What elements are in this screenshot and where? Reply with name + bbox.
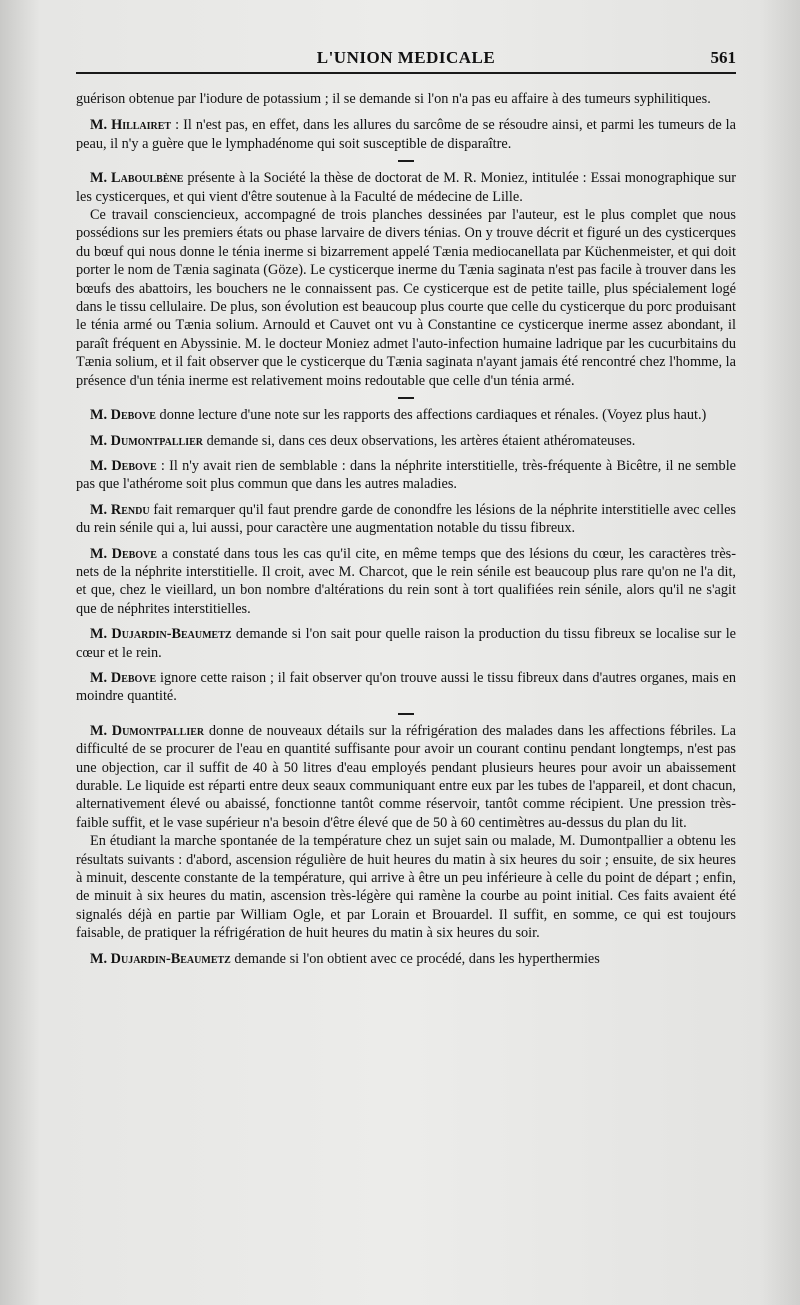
paragraph-debove-reply xyxy=(76,457,736,494)
paragraph-text: demande si l'on sait pour quelle raison la production du tissu fibreux se localise sur le cœur et le rein. xyxy=(76,626,736,661)
speaker-name: M. Debove xyxy=(90,669,157,686)
paragraph-text: demande si l'on obtient avec ce procédé, dans les hyperthermies xyxy=(230,950,600,967)
section-separator xyxy=(398,713,414,715)
speaker-name: M. Hillairet xyxy=(90,117,172,134)
paragraph-text: : Il n'est pas, en effet, dans les allures du sarcôme de se résoudre ainsi, et parmi les tumeurs de la peau, il n'y a guère que le lymphadénome qui soit susceptible de disparaître. xyxy=(76,117,736,152)
speaker-name: M. Rendu xyxy=(90,501,150,518)
paragraph-text: fait remarquer qu'il faut prendre garde de conondfre les lésions de la néphrite interstitielle avec celles du rein sénile qui a, lui aussi, pour caractère une augmentation notable du tissu fibreux. xyxy=(76,501,736,537)
paragraph-text: présente à la Société la thèse de doctorat de M. R. Moniez, intitulée : Essai monographique sur les cysticerques, et qui vient d'être soutenue à la Faculté de médecine de Lille. xyxy=(76,170,736,205)
article-body xyxy=(76,90,736,968)
paragraph-text: En étudiant la marche spontanée de la température chez un sujet sain ou malade, M. Dumontpallier a obtenu les résultats suivants : d'abord, ascension régulière de huit heures du matin à six heures du soir ; ensuite, de six heures à minuit, descente constante de la température, qui arrive à être un peu inférieure à celle du point de départ ; enfin, de minuit à six heures du matin, ascension très-légère qui ramène la courbe au point initial. Ces faits avaient été signalés déjà en partie par William Ogle, et par Lorain et Brouardel. Il suffit, en somme, ce qui est toujours faisable, de pratiquer la réfrigération de huit heures du matin à six heures du soir. xyxy=(76,833,736,942)
speaker-name: M. Debove xyxy=(90,457,157,474)
speaker-name: M. Dujardin-Beaumetz xyxy=(90,950,231,967)
paragraph-hillairet xyxy=(76,116,736,153)
speaker-name: M. Debove xyxy=(90,407,156,424)
paragraph-dujardin-hyperthermies xyxy=(76,950,736,968)
paragraph-dumontpallier-question xyxy=(76,432,736,450)
page-number: 561 xyxy=(710,48,736,67)
speaker-name: M. Debove xyxy=(90,545,157,562)
paragraph-temperature xyxy=(76,832,736,942)
paragraph-cysticerques xyxy=(76,206,736,390)
paragraph-text: donne de nouveaux détails sur la réfrigération des malades dans les affections fébriles. La difficulté de se procurer de l'eau en quantité suffisante pour avoir un courant continu pendant longtemps, n'est pas une objection, car il suffit de 40 à 50 litres d'eau employés pendant plusieurs heures pour avoir un abaissement durable. Le liquide est réparti entre deux seaux communiquant entre eux par les tubes de l'appareil, et dont chacun, alternativement élevé ou abaissé, fonctionne tantôt comme réservoir, tantôt comme récipient. Une pression très-faible suffit, et le vase supérieur n'a besoin d'être élevé que de 50 à 60 centimètres au-dessus du plan du lit. xyxy=(76,722,736,831)
paragraph-debove-note xyxy=(76,406,736,424)
paragraph-text: donne lecture d'une note sur les rapports des affections cardiaques et rénales. (Voyez plus haut.) xyxy=(155,407,707,424)
paragraph-laboulbene xyxy=(76,169,736,206)
speaker-name: M. Dumontpallier xyxy=(90,722,205,739)
journal-title: L'UNION MEDICALE xyxy=(316,48,496,67)
paragraph-dumontpallier-refrigeration xyxy=(76,722,736,832)
paragraph-continuation xyxy=(76,90,736,108)
paragraph-rendu xyxy=(76,501,736,538)
paragraph-debove-constate xyxy=(76,545,736,619)
paragraph-dujardin-question xyxy=(76,625,736,662)
paragraph-text: : Il n'y avait rien de semblable : dans la néphrite interstitielle, très-fréquente à Bicêtre, il ne semble pas que l'athérome soit plus commun que dans les autres maladies. xyxy=(76,457,736,493)
paragraph-debove-ignore xyxy=(76,669,736,706)
section-separator xyxy=(398,397,414,399)
speaker-name: M. Dujardin-Beaumetz xyxy=(90,626,232,643)
speaker-name: M. Dumontpallier xyxy=(90,432,204,449)
paragraph-text: demande si, dans ces deux observations, les artères étaient athéromateuses. xyxy=(203,432,636,449)
paragraph-text: ignore cette raison ; il fait observer qu'on trouve aussi le tissu fibreux dans d'autres organes, mais en moindre quantité. xyxy=(76,669,736,705)
page-content xyxy=(76,44,736,1284)
speaker-name: M. Laboulbène xyxy=(90,170,184,187)
paragraph-text: Ce travail consciencieux, accompagné de trois planches dessinées par l'auteur, est le plus complet que nous possédions sur les premiers états ou phase larvaire de divers ténias. On y trouve décrit et figuré un des cysticerques du bœuf qui nous donne le ténia inerme si bizarrement appelé Tænia mediocanellata par Küchenmeister, et qui doit porter le nom de Tænia saginata (Göze). Le cysticerque inerme du Tænia saginata n'est pas facile à trouver dans les bœufs des abattoirs, les bouchers ne le connaissent pas. Ce cysticerque est de petite taille, plus spécialement logé dans le tissu cellulaire. De plus, son évolution est beaucoup plus courte que celle du cysticerque du porc produisant le ténia armé ou Tænia solium. Arnould et Cauvet ont vu à Constantine ce cysticerque inerme assez abondant, il paraît fréquent en Abyssinie. M. le docteur Moniez admet l'auto-infection humaine ladrique par les cucurbitains du Tænia solium, et il fait observer que le cysticerque du Tænia saginata n'ayant jamais été rencontré chez l'homme, la présence d'un ténia inerme est relativement moins redoutable que celle d'un ténia armé. xyxy=(76,207,736,389)
paragraph-text: guérison obtenue par l'iodure de potassium ; il se demande si l'on n'a pas eu affaire à des tumeurs syphilitiques. xyxy=(76,91,711,107)
running-header xyxy=(76,44,736,74)
paragraph-text: a constaté dans tous les cas qu'il cite, en même temps que des lésions du cœur, les caractères très-nets de la néphrite interstitielle. Il croit, avec M. Charcot, que le rein sénile est beaucoup plus rare qu'on ne l'a dit, et que, chez le vieillard, un bon nombre d'altérations du rein sont à tort qualifiées rein sénile, alors qu'il ne s'agit que de néphrites interstitielles. xyxy=(76,545,736,617)
section-separator xyxy=(398,160,414,162)
